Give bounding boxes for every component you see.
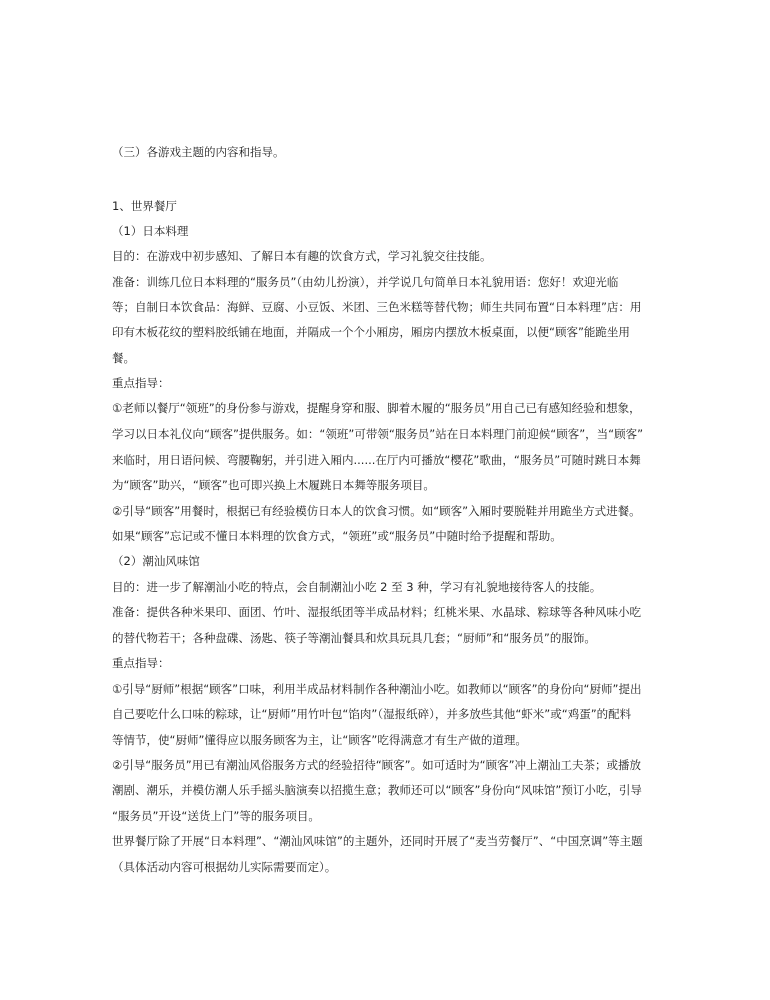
item-heading: （2）潮汕风味馆 <box>112 554 200 568</box>
paragraph-line: 世界餐厅除了开展“日本料理”、“潮汕风味馆”的主题外，还同时开展了“麦当劳餐厅”、“中国烹调”等主题 <box>112 834 643 848</box>
paragraph-line: 目的：在游戏中初步感知、了解日本有趣的饮食方式，学习礼貌交往技能。 <box>112 249 492 263</box>
paragraph-line: 印有木板花纹的塑料胶纸铺在地面，并隔成一个个小厢房，厢房内摆放木板桌面，以便“顾客”能跪坐用 <box>112 325 630 339</box>
item-heading: （1）日本料理 <box>112 224 189 238</box>
paragraph-line: 如果“顾客”忘记或不懂日本料理的饮食方式，“领班”或“服务员”中随时给予提醒和帮助。 <box>112 529 562 543</box>
paragraph-line: ①老师以餐厅“领班”的身份参与游戏，提醒身穿和服、脚着木履的“服务员”用自己已有感知经验和想象， <box>112 401 641 415</box>
paragraph-line: 等；自制日本饮食品：海鲜、豆腐、小豆饭、米团、三色米糕等替代物；师生共同布置“日本料理”店：用 <box>112 300 642 314</box>
paragraph-line: 准备：提供各种米果印、面团、竹叶、湿报纸团等半成品材料；红桃米果、水晶球、粽球等各种风味小吃 <box>112 605 641 619</box>
paragraph-line: 为“顾客”助兴，“顾客”也可即兴换上木履跳日本舞等服务项目。 <box>112 478 435 492</box>
paragraph-line: 准备：训练几位日本料理的“服务员”（由幼儿扮演），并学说几句简单日本礼貌用语：您好！欢迎光临 <box>112 275 619 289</box>
paragraph-line: ②引导“顾客”用餐时，根据已有经验模仿日本人的饮食习惯。如“顾客”入厢时要脱鞋并用跪坐方式进餐。 <box>112 504 641 518</box>
paragraph-line: 学习以日本礼仪向“顾客”提供服务。如：“领班”可带领“服务员”站在日本料理门前迎候“顾客”，当“顾客” <box>112 427 644 441</box>
paragraph-line: 来临时，用日语问候、弯腰鞠躬，并引进入厢内......在厅内可播放“樱花”歌曲，“服务员”可随时跳日本舞 <box>112 453 641 467</box>
paragraph-heading: 重点指导： <box>112 656 170 670</box>
paragraph-heading: 重点指导： <box>112 376 170 390</box>
subsection-heading: 1、世界餐厅 <box>112 199 177 213</box>
section-heading: （三）各游戏主题的内容和指导。 <box>112 145 285 159</box>
paragraph-line: ②引导“服务员”用已有潮汕风俗服务方式的经验招待“顾客”。如可适时为“顾客”冲上潮汕工夫茶；或播放 <box>112 758 642 772</box>
paragraph-line: ①引导“厨师”根据“顾客”口味，利用半成品材料制作各种潮汕小吃。如教师以“顾客”的身份向“厨师”提出 <box>112 682 642 696</box>
paragraph-line: （具体活动内容可根据幼儿实际需要而定）。 <box>112 860 337 874</box>
paragraph-line: 潮剧、潮乐，并模仿潮人乐手摇头脑演奏以招揽生意；教师还可以“顾客”身份向“风味馆”预订小吃，引导 <box>112 783 642 797</box>
paragraph-line: 等情节，使“厨师”懂得应以服务顾客为主，让“顾客”吃得满意才有生产做的道理。 <box>112 733 527 747</box>
paragraph-line: 目的：进一步了解潮汕小吃的特点，会自制潮汕小吃 2 至 3 种，学习有礼貌地接待客人的技能。 <box>112 580 602 594</box>
paragraph-line: “服务员”开设“送货上门”等的服务项目。 <box>112 809 320 823</box>
paragraph-line: 自己要吃什么口味的粽球，让“厨师”用竹叶包“馅肉”（湿报纸碎），并多放些其他“虾米”或“鸡蛋”的配料 <box>112 707 632 721</box>
paragraph-line: 的替代物若干；各种盘碟、汤匙、筷子等潮汕餐具和炊具玩具几套；“厨师”和“服务员”的服饰。 <box>112 631 596 645</box>
paragraph-line: 餐。 <box>112 351 135 365</box>
